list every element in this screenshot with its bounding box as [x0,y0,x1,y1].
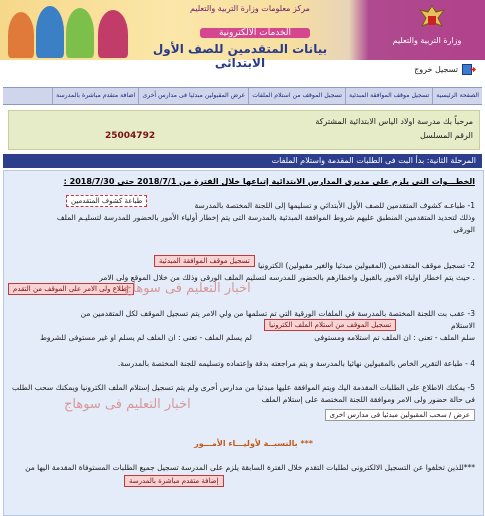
ministry-name: وزارة التربية والتعليم [392,36,462,45]
eagle-emblem-icon [418,4,446,34]
serial-label: الرقم المسلسل [419,131,473,140]
steps-heading: الخطـــوات التى يلزم على مديرى المدارس الابتدائية إتباعها خلال الفترة من 2018/7/1 حتى 2018/7/30 : [63,177,475,186]
late-registration-note: ***للذين تخلفوا عن التسجيل الالكترونى لطلبات التقدم خلال الفترة السابقة يلزم على المدرسة تسجيل جميع الطلبات المستوفاة المقدمة اليها من [25,463,475,472]
nav-item-register-files[interactable]: تسجيل الموقف من استلام الملفات [248,88,345,104]
step1-text-c: الورقى [453,225,475,234]
nav-item-add-direct[interactable]: اضافة متقدم مباشرة بالمدرسة [52,88,138,104]
watermark-text: اخبار التعليم فى سوهاج [124,281,251,296]
add-direct-applicant-button[interactable]: إضافة متقدم مباشرة بالمدرسة [124,475,224,487]
register-files-button[interactable]: تسجيل الموقف من استلام الملف الكترونيا [264,319,396,331]
step4-text: 4 - طباعة التقرير الخاص بالمقبولين نهائيا بالمدرسة و يتم مراجعته بدقة وإعتماده وتسليمه للجنة المختصة بالمدرسة. [117,359,475,368]
step2-text-a: 2- تسجيل موقف المتقدمين (المقبولين مبدئيا والغير مقبولين) الكترونيا [257,261,475,270]
step3-text-b: الاستلام [450,321,475,330]
nav-item-register-approval[interactable]: تسجيل موقف الموافقة المبدئية [345,88,432,104]
notify-parent-button[interactable]: إطلاع ولى الامر على الموقف من التقدم [8,283,134,295]
welcome-panel [8,110,480,150]
instructions-panel [3,170,484,516]
banner-top-line: مركز معلومات وزارة التربية والتعليم [190,4,310,13]
step3-text-a: 3- عقب بت اللجنة المختصة بالمدرسة في الملفات الورقية التي تم تسلمها من ولي الامر يتم تسجيل الموقف لكل المتقدمين من [80,309,475,318]
logout-label[interactable]: تسجيل خروج [414,65,458,74]
children-illustration [8,4,148,58]
step2-text-b: . حيث يتم اخطار اولياء الامور بالقبول واخطارهم بالحضور للمدرسه لتسليم الملف الورقى وذلك من خلال الموقع ولى الامر [99,273,475,282]
step5-text-b: فى حالة حضور ولى الامر وموافقة اللجنة المختصة على إستلام الملف [261,395,475,404]
view-other-schools-button[interactable]: عرض / سحب المقبولين مبدئيا فى مدارس اخرى [325,409,475,421]
nav-item-home[interactable]: الصفحة الرئيسية [432,88,482,104]
register-approval-button[interactable]: تسجيل موقف الموافقة المبدئية [154,255,255,267]
step3-received-text: سلم الملف - تعنى : ان الملف تم استلامه ومستوفى [314,333,475,342]
watermark-text-2: اخبار التعليم فى سوهاج [64,397,191,412]
logout-link[interactable] [360,63,480,77]
serial-number: 25004792 [105,131,156,141]
welcome-greeting: مرحباً بك مدرسة اولاد الياس الابتدائية المشتركة [315,117,473,126]
step1-text-b: وذلك لتحديد المتقدمين المنطبق عليهم شروط الموافقة المبدئية بالمدرسة التى يتم إخطار أولياء الأمور بالحضور للمدرسة لتسليـم الملف [56,213,475,222]
nav-item-view-others[interactable]: عرض المقبولين مبدئيا فى مدارس أخرى [138,88,248,104]
banner-services: الخدمات الالكترونية [200,28,310,38]
parents-heading: *** بالنسبــة لأوليـــاء الأمـــور [194,439,313,448]
print-applicants-button[interactable]: طباعة كشوف المتقدمين [66,195,147,207]
step5-text-a: 5- يمكنك الاطلاع على الطلبات المقدمة اليك ويتم الموافقة عليها مبدئيا من مدارس أخرى ولم يتم تسجيل إستلام الملف الكترونيا ويمكنك سحب الطلب [11,383,475,392]
main-nav [3,87,482,105]
stage-title: المرحلة الثانية: بدأ البت فى الطلبات المقدمة واستلام الملفات [271,156,476,165]
stage-header [3,154,482,168]
logout-icon[interactable] [462,64,476,75]
banner-main-title: بيانات المتقدمين للصف الأول الابتدائى [152,42,328,70]
step3-not-received-text: لم يسلم الملف - تعنى : ان الملف لم يسلم او غير مستوفى للشروط [40,333,252,342]
step1-text-a: 1- طباعـه كشوف المتقدمين للصف الأول الأبتدائي و تسليمها إلى اللجنة المختصة بالمدرسة [194,201,475,210]
